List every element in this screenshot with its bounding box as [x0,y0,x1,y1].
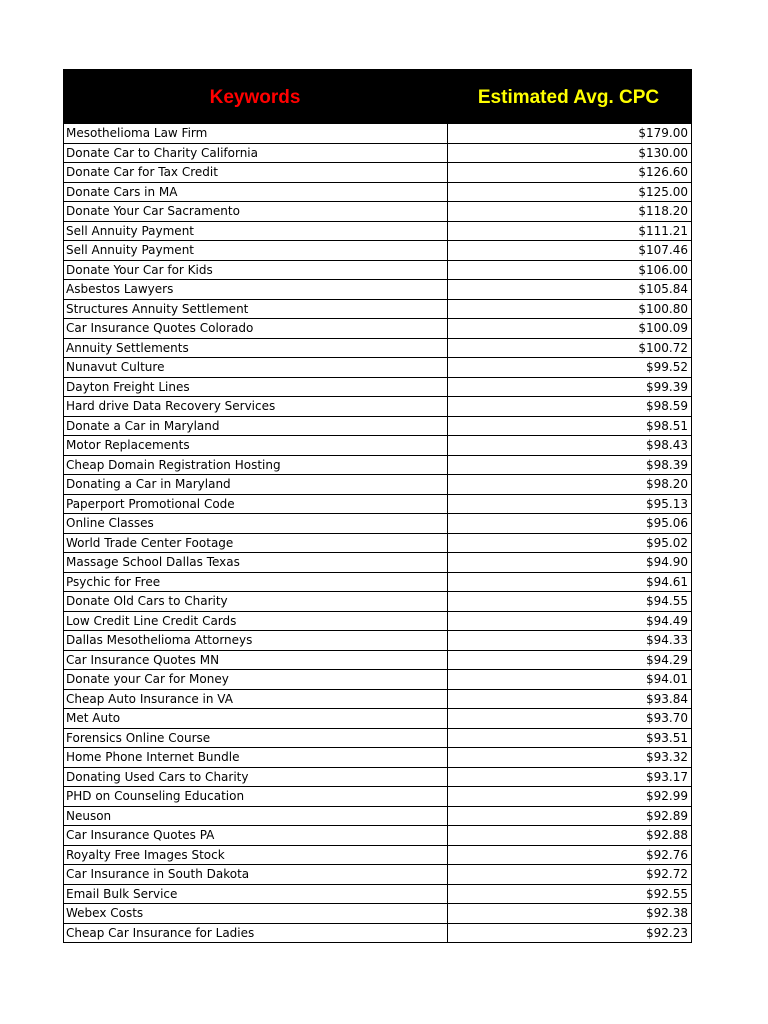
table-row [64,592,691,612]
keyword-cell: PHD on Counseling Education [64,787,448,806]
table-row [64,573,691,593]
cpc-cell: $95.06 [646,516,688,530]
table-row [64,417,691,437]
cpc-cell: $100.72 [638,340,688,355]
table-row [64,475,691,495]
table-row [64,709,691,729]
table-row [64,534,691,554]
cpc-cell: $92.72 [646,867,688,881]
keyword-cell: Donate Car for Tax Credit [64,163,448,182]
keyword-cell: Asbestos Lawyers [64,280,448,299]
table-row [64,319,691,339]
keyword-cell: Nunavut Culture [64,358,448,377]
cpc-cell: $94.90 [646,555,688,569]
cpc-cell: $93.70 [646,711,688,725]
cpc-cell: $94.49 [646,613,688,628]
cpc-cell: $107.46 [638,243,688,257]
table-row [64,300,691,320]
cpc-cell: $100.80 [638,301,688,316]
cpc-cell: $179.00 [638,126,688,140]
keyword-cell: Donate Car to Charity California [64,144,448,163]
cpc-cell: $92.88 [646,828,688,842]
table-row [64,865,691,885]
table-row [64,339,691,359]
keyword-cell: Paperport Promotional Code [64,495,448,514]
cpc-cell: $93.17 [646,769,688,784]
table-row [64,222,691,242]
cpc-cell: $92.38 [646,906,688,920]
table-row [64,163,691,183]
keyword-cell: Donate a Car in Maryland [64,417,448,436]
keyword-cell: Sell Annuity Payment [64,222,448,241]
table-row [64,183,691,203]
table-body [63,124,692,943]
cpc-cell: $98.39 [646,457,688,472]
keyword-cell: Donate Your Car Sacramento [64,202,448,221]
table-row [64,631,691,651]
keyword-cell: Donate Cars in MA [64,183,448,202]
cpc-cell: $99.39 [646,379,688,394]
table-row [64,885,691,905]
keyword-cell: Sell Annuity Payment [64,241,448,260]
keyword-cell: Dayton Freight Lines [64,378,448,397]
table-row [64,651,691,671]
cpc-cell: $92.89 [646,808,688,823]
cpc-cell: $105.84 [638,282,688,296]
keyword-cell: Email Bulk Service [64,885,448,904]
cpc-cell: $93.32 [646,750,688,764]
table-row [64,826,691,846]
keyword-cell: Massage School Dallas Texas [64,553,448,572]
cpc-cell: $94.01 [646,672,688,686]
cpc-cell: $98.20 [646,477,688,491]
keyword-cell: Donating Used Cars to Charity [64,768,448,787]
table-row [64,729,691,749]
cpc-cell: $94.55 [646,594,688,608]
keyword-cell: Psychic for Free [64,573,448,592]
cpc-cell: $92.23 [646,925,688,940]
keyword-cell: Donate Old Cars to Charity [64,592,448,611]
table-row [64,904,691,924]
keyword-cell: Structures Annuity Settlement [64,300,448,319]
table-row [64,456,691,476]
keyword-cell: Car Insurance Quotes Colorado [64,319,448,338]
keyword-cell: Online Classes [64,514,448,533]
cpc-cell: $130.00 [638,145,688,160]
keyword-cell: Donate your Car for Money [64,670,448,689]
keyword-cell: Motor Replacements [64,436,448,455]
table-row [64,202,691,222]
cpc-cell: $94.29 [646,652,688,667]
table-row [64,768,691,788]
table-row [64,553,691,573]
cpc-cell: $111.21 [638,223,688,238]
keyword-cell: Forensics Online Course [64,729,448,748]
table-header [63,69,692,124]
keywords-column-header: Keywords [209,86,301,108]
keyword-cell: Low Credit Line Credit Cards [64,612,448,631]
table-row [64,280,691,300]
keyword-cell: Car Insurance in South Dakota [64,865,448,884]
cpc-cell: $92.99 [646,789,688,803]
table-row [64,846,691,866]
keyword-cell: Royalty Free Images Stock [64,846,448,865]
table-row [64,144,691,164]
keyword-cell: Cheap Domain Registration Hosting [64,456,448,475]
cpc-cell: $98.43 [646,438,688,452]
cpc-column-header: Estimated Avg. CPC [477,86,660,108]
table-row [64,612,691,632]
keyword-cell: Donate Your Car for Kids [64,261,448,280]
table-row [64,358,691,378]
cpc-cell: $95.13 [646,496,688,511]
keyword-cell: Hard drive Data Recovery Services [64,397,448,416]
table-row [64,807,691,827]
cpc-cell: $98.59 [646,399,688,413]
cpc-cell: $126.60 [638,165,688,179]
table-row [64,690,691,710]
keyword-cell: World Trade Center Footage [64,534,448,553]
table-row [64,436,691,456]
cpc-cell: $94.33 [646,633,688,647]
cpc-cell: $106.00 [638,262,688,277]
table-row [64,787,691,807]
cpc-cell: $94.61 [646,574,688,589]
keyword-cell: Webex Costs [64,904,448,923]
cpc-cell: $98.51 [646,418,688,433]
cpc-cell: $118.20 [638,204,688,218]
keyword-cell: Mesothelioma Law Firm [64,124,448,143]
keyword-table [63,69,692,943]
table-row [64,748,691,768]
table-row [64,241,691,261]
keyword-cell: Annuity Settlements [64,339,448,358]
table-row [64,397,691,417]
keyword-cell: Met Auto [64,709,448,728]
table-row [64,670,691,690]
table-row [64,124,691,144]
cpc-cell: $100.09 [638,321,688,335]
keyword-cell: Donating a Car in Maryland [64,475,448,494]
table-row [64,514,691,534]
table-row [64,378,691,398]
keyword-cell: Home Phone Internet Bundle [64,748,448,767]
cpc-cell: $92.76 [646,847,688,862]
keyword-cell: Dallas Mesothelioma Attorneys [64,631,448,650]
table-row [64,495,691,515]
cpc-cell: $93.51 [646,730,688,745]
keyword-cell: Cheap Car Insurance for Ladies [64,924,448,943]
cpc-cell: $92.55 [646,886,688,901]
cpc-cell: $93.84 [646,691,688,706]
keyword-cell: Car Insurance Quotes MN [64,651,448,670]
table-row [64,261,691,281]
cpc-cell: $125.00 [638,184,688,199]
cpc-cell: $95.02 [646,535,688,550]
table-row [64,924,691,944]
cpc-cell: $99.52 [646,360,688,374]
keyword-cell: Car Insurance Quotes PA [64,826,448,845]
keyword-cell: Cheap Auto Insurance in VA [64,690,448,709]
keyword-cell: Neuson [64,807,448,826]
